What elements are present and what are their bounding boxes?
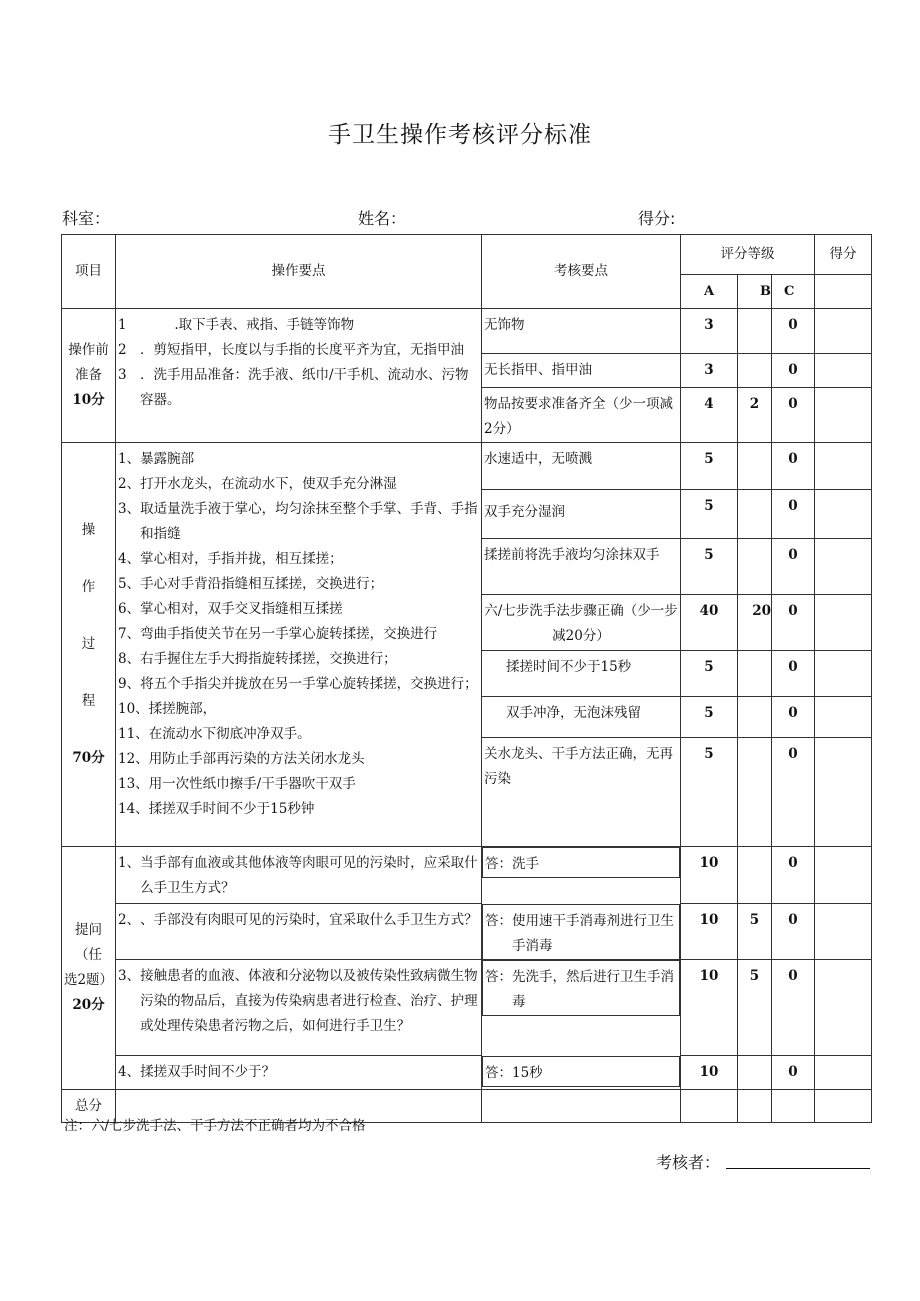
op-item: 12、 用防止手部再污染的方法关闭水龙头 [118, 751, 365, 767]
section-quiz-label: 选2题） [63, 972, 114, 988]
op-item: 3 ．洗手用品准备：洗手液、纸巾/干手机、流动水、污物容器。 [118, 367, 469, 408]
total-score-cell[interactable] [815, 1090, 872, 1123]
grade-a: 3 [681, 354, 738, 388]
header-ops: 操作要点 [116, 235, 482, 309]
quiz-answer: 答： 先洗手，然后进行卫生手消毒 [482, 960, 680, 1016]
grade-c: 0 [772, 738, 815, 847]
grade-c: 0 [772, 490, 815, 539]
grade-b [738, 443, 772, 490]
section-process [62, 443, 116, 847]
grade-b [738, 1056, 772, 1090]
check-point: 水速适中，无喷溅 [482, 443, 681, 490]
grade-a: 5 [681, 539, 738, 595]
grade-b [738, 490, 772, 539]
scoring-table [61, 234, 872, 1123]
section-process-label: 作 [81, 579, 96, 595]
header-grade-b: B [738, 275, 772, 309]
header-grade-c: C [772, 275, 815, 309]
grade-c: 0 [772, 354, 815, 388]
check-point: 揉搓前将洗手液均匀涂抹双手 [482, 539, 681, 595]
op-item: 11、 在流动水下彻底冲净双手。 [118, 726, 311, 742]
name-label: 姓名： [358, 209, 407, 228]
examiner-signature-line[interactable] [726, 1168, 870, 1169]
grade-a: 10 [681, 960, 738, 1056]
grade-a: 5 [681, 738, 738, 847]
score-cell[interactable] [815, 595, 872, 651]
grade-c: 0 [772, 539, 815, 595]
quiz-answer: 答： 使用速干手消毒剂进行卫生手消毒 [482, 904, 680, 960]
grade-a: 10 [681, 904, 738, 960]
quiz-question: 1、 当手部有血液或其他体液等肉眼可见的污染时，应采取什么手卫生方式？ [116, 847, 482, 904]
section-process-label: 程 [81, 693, 96, 709]
prep-ops [116, 309, 482, 443]
op-item: 9、 将五个手指尖并拢放在另一手掌心旋转揉搓，交换进行； [118, 676, 478, 692]
grade-a: 40 [681, 595, 738, 651]
total-keys [482, 1090, 681, 1123]
quiz-question: 3、 接触患者的血液、体液和分泌物以及被传染性致病微生物污染的物品后，直接为传染病患者进行检查、治疗、护理或处理传染患者污物之后，如何进行手卫生？ [116, 960, 482, 1056]
quiz-question: 4、 揉搓双手时间不少于？ [116, 1056, 482, 1090]
score-cell[interactable] [815, 697, 872, 738]
grade-c: 0 [772, 651, 815, 697]
grade-b [738, 354, 772, 388]
grade-b [738, 697, 772, 738]
score-cell[interactable] [815, 960, 872, 1056]
op-item: 6、 掌心相对，双手交叉指缝相互揉搓 [118, 601, 343, 617]
header-keys: 考核要点 [482, 235, 681, 309]
section-prep-points: 10分 [72, 392, 105, 408]
section-quiz-points: 20分 [72, 997, 105, 1013]
score-cell[interactable] [815, 490, 872, 539]
grade-a: 5 [681, 443, 738, 490]
total-a [681, 1090, 738, 1123]
process-ops [116, 443, 482, 847]
check-point: 无长指甲、指甲油 [482, 354, 681, 388]
grade-c: 0 [772, 443, 815, 490]
grade-c: 0 [772, 595, 815, 651]
grade-a: 3 [681, 309, 738, 354]
score-cell[interactable] [815, 354, 872, 388]
op-item: 10、 揉搓腕部， [118, 701, 217, 717]
grade-c: 0 [772, 1056, 815, 1090]
section-quiz-label: （任 [75, 947, 102, 963]
grade-b: 5 [738, 904, 772, 960]
grade-b [738, 651, 772, 697]
check-point: 六/七步洗手法步骤正确（少一步减20分） [482, 595, 681, 651]
section-process-label: 操 [81, 522, 96, 538]
check-point: 双手充分湿润 [482, 490, 681, 539]
op-item: 1 .取下手表、戒指、手链等饰物 [118, 317, 355, 333]
check-point: 揉搓时间不少于15秒 [482, 651, 681, 697]
grade-c: 0 [772, 904, 815, 960]
check-point: 无饰物 [482, 309, 681, 354]
grade-b: 2 [738, 388, 772, 443]
quiz-question: 2、 、手部没有肉眼可见的污染时，宜采取什么手卫生方式？ [116, 904, 482, 960]
score-cell[interactable] [815, 388, 872, 443]
section-quiz-label: 提问 [75, 922, 102, 938]
grade-a: 10 [681, 847, 738, 904]
grade-c: 0 [772, 847, 815, 904]
header-item: 项目 [62, 235, 116, 309]
header-score: 得分 [815, 235, 872, 275]
op-item: 8、 右手握住左手大拇指旋转揉搓，交换进行； [118, 651, 397, 667]
score-cell[interactable] [815, 539, 872, 595]
op-item: 13、 用一次性纸巾擦手/干手器吹干双手 [118, 776, 356, 792]
check-point: 物品按要求准备齐全（少一项减2分） [482, 388, 681, 443]
quiz-answer: 答： 15秒 [482, 1056, 680, 1087]
grade-b: 5 [738, 960, 772, 1056]
score-label: 得分: [638, 209, 676, 228]
section-prep-label: 准备 [75, 367, 102, 383]
header-score-empty [815, 275, 872, 309]
grade-a: 5 [681, 697, 738, 738]
grade-b [738, 309, 772, 354]
grade-b [738, 539, 772, 595]
op-item: 2、 打开水龙头，在流动水下，使双手充分淋湿 [118, 476, 397, 492]
op-item: 5、 手心对手背沿指缝相互揉搓，交换进行； [118, 576, 384, 592]
check-point: 关水龙头、干手方法正确，无再污染 [482, 738, 681, 847]
op-item: 2 ．剪短指甲，长度以与手指的长度平齐为宜，无指甲油 [118, 342, 464, 358]
score-cell[interactable] [815, 904, 872, 960]
department-label: 科室： [62, 209, 111, 228]
section-quiz [62, 847, 116, 1090]
section-process-label: 过 [81, 636, 96, 652]
quiz-answer: 答： 洗手 [482, 847, 680, 878]
section-process-points: 70分 [72, 750, 105, 766]
grade-c: 0 [772, 309, 815, 354]
section-prep [62, 309, 116, 443]
examiner-label: 考核者： [656, 1153, 721, 1172]
grade-c: 0 [772, 960, 815, 1056]
grade-b: 20 [738, 595, 772, 651]
grade-b [738, 738, 772, 847]
score-cell[interactable] [815, 1056, 872, 1090]
header-grade: 评分等级 [681, 235, 815, 275]
section-prep-label: 操作前 [68, 342, 109, 358]
op-item: 3、 取适量洗手液于掌心，均匀涂抹至整个手掌、手背、手指和指缝 [118, 501, 478, 542]
grade-a: 5 [681, 651, 738, 697]
op-item: 1、 暴露腕部 [118, 451, 195, 467]
total-c [772, 1090, 815, 1123]
score-cell[interactable] [815, 443, 872, 490]
op-item: 14、 揉搓双手时间不少于15秒钟 [118, 801, 315, 817]
grade-c: 0 [772, 388, 815, 443]
score-cell[interactable] [815, 847, 872, 904]
header-grade-a: A [681, 275, 738, 309]
grade-a: 10 [681, 1056, 738, 1090]
page-title: 手卫生操作考核评分标准 [328, 122, 592, 148]
check-point: 双手冲净，无泡沫残留 [482, 697, 681, 738]
total-b [738, 1090, 772, 1123]
score-cell[interactable] [815, 738, 872, 847]
score-cell[interactable] [815, 309, 872, 354]
op-item: 7、 弯曲手指使关节在另一手掌心旋转揉搓，交换进行 [118, 626, 438, 642]
grade-a: 5 [681, 490, 738, 539]
op-item: 4、 掌心相对，手指并拢，相互揉搓； [118, 551, 343, 567]
grade-a: 4 [681, 388, 738, 443]
score-cell[interactable] [815, 651, 872, 697]
total-label: 总分 [62, 1090, 116, 1123]
grade-b [738, 847, 772, 904]
footnote: 注：六/七步洗手法、干手方法不正确者均为不合格 [64, 1118, 366, 1134]
grade-c: 0 [772, 697, 815, 738]
